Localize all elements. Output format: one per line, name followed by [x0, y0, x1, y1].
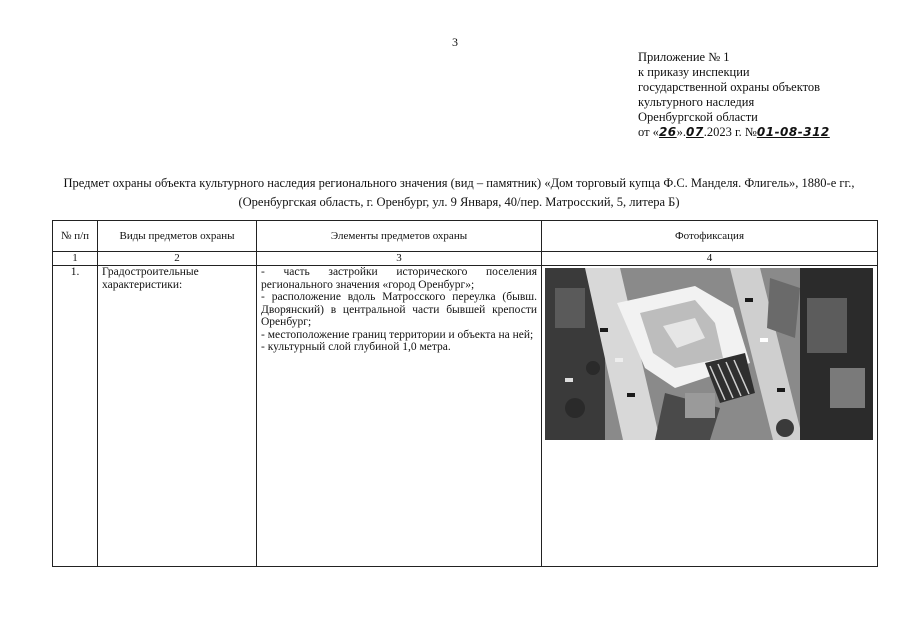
appendix-line: к приказу инспекции	[638, 65, 750, 79]
header-number: № п/п	[53, 221, 98, 252]
appendix-line: культурного наследия	[638, 95, 755, 109]
appendix-line: Приложение № 1	[638, 50, 730, 64]
element-item: - культурный слой глубиной 1,0 метра.	[261, 341, 451, 353]
element-item: - расположение вдоль Матросского переулка (бывш. Дворянский) в центральной части бывшей крепости Оренбург;	[261, 291, 537, 328]
order-date-line	[638, 125, 830, 140]
table-row	[53, 266, 878, 567]
column-number: 2	[98, 252, 257, 266]
page-number: 3	[452, 35, 458, 49]
appendix-line: Оренбургской области	[638, 110, 758, 124]
order-number: 01-08-312	[756, 125, 830, 139]
table-header-row	[53, 221, 878, 252]
date-separator: ».	[676, 125, 687, 139]
column-number: 3	[257, 252, 542, 266]
header-photo: Фотофиксация	[542, 221, 878, 252]
row-number: 1.	[53, 266, 98, 567]
row-photo	[542, 266, 878, 567]
element-item: - местоположение границ территории и объекта на ней;	[261, 328, 534, 341]
row-type: Градостроительные характеристики:	[98, 266, 257, 567]
header-type: Виды предметов охраны	[98, 221, 257, 252]
date-year: .2023 г. №	[703, 125, 757, 139]
date-prefix: от «	[638, 125, 659, 139]
appendix-line: государственной охраны объектов	[638, 80, 821, 94]
element-item: - часть застройки исторического поселения регионального значения «город Оренбург»;	[261, 266, 537, 291]
aerial-photo	[545, 268, 873, 440]
appendix-block	[638, 50, 830, 140]
row-elements	[257, 266, 542, 567]
header-elements: Элементы предметов охраны	[257, 221, 542, 252]
column-number: 1	[53, 252, 98, 266]
date-month: 07	[686, 125, 704, 139]
protection-table	[52, 220, 878, 567]
column-number: 4	[542, 252, 878, 266]
date-day: 26	[658, 125, 677, 139]
document-title: Предмет охраны объекта культурного наследия регионального значения (вид – памятник) «Дом торговый купца Ф.С. Манделя. Флигель», 1880-е гг., (Оренбургская область, г. Оренбург, ул. 9 Января, 40/пер. Матросский, 5, литера Б)	[63, 176, 855, 209]
column-number-row	[53, 252, 878, 266]
